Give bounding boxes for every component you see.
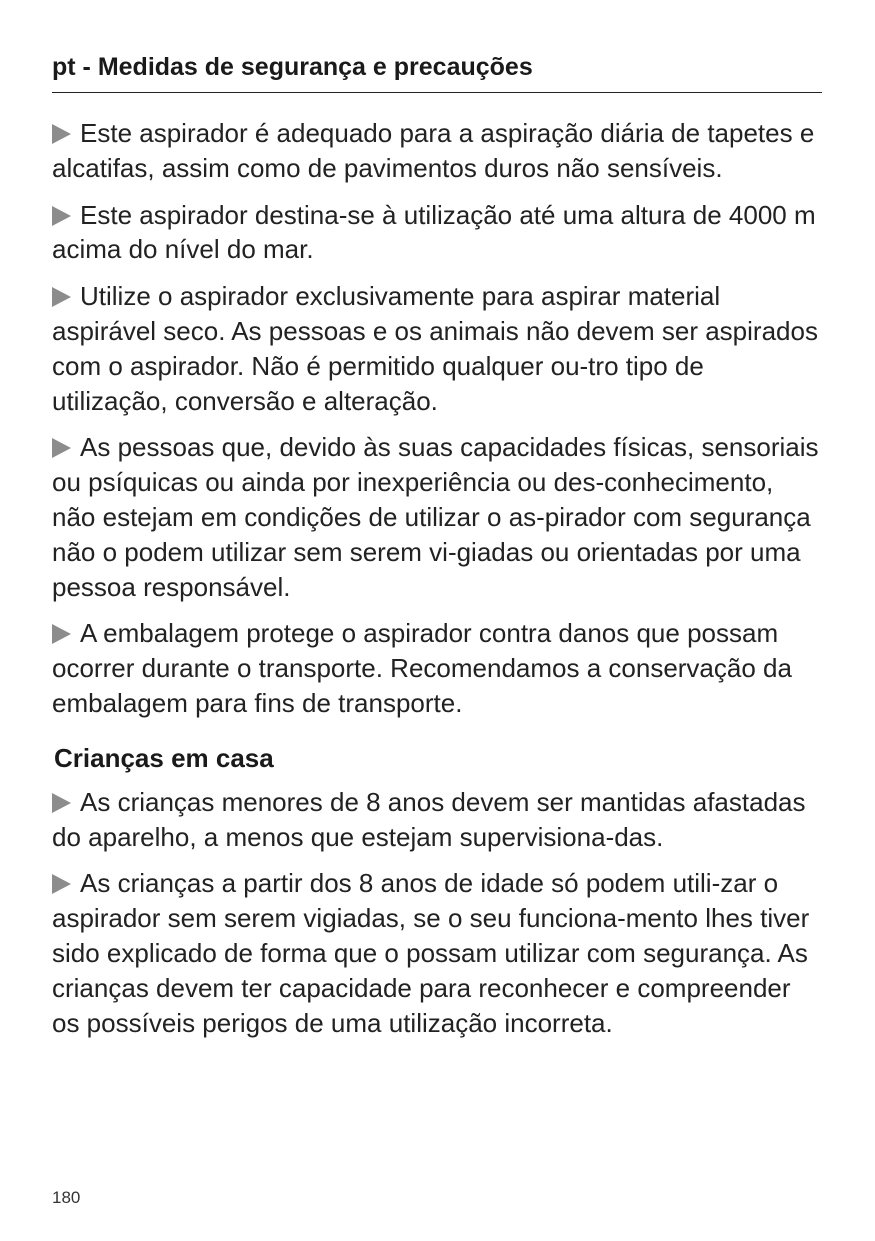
- page-title: pt - Medidas de segurança e precauções: [52, 53, 533, 81]
- safety-paragraph: [52, 279, 822, 418]
- page-header: [52, 52, 822, 93]
- paragraph-text: As crianças menores de 8 anos devem ser mantidas afastadas do aparelho, a menos que estejam supervisiona-das.: [52, 786, 806, 852]
- safety-paragraph: [52, 198, 822, 268]
- document-page: [52, 0, 822, 1241]
- triangle-right-icon: [52, 438, 71, 458]
- triangle-right-icon: [52, 124, 71, 144]
- triangle-right-icon: [52, 206, 71, 226]
- triangle-right-icon: [52, 624, 71, 644]
- safety-paragraph: [52, 866, 822, 1040]
- paragraph-text: Este aspirador destina-se à utilização até uma altura de 4000 m acima do nível do mar.: [52, 199, 816, 265]
- triangle-right-icon: [52, 793, 71, 813]
- paragraph-text: As crianças a partir dos 8 anos de idade só podem utili-zar o aspirador sem serem vigiadas, se o seu funciona-mento lhes tiver sido explicado de forma que o possam utilizar com segurança. As crianças devem ter capacidade para reconhecer e compreender os possíveis perigos de uma utilização incorreta.: [52, 868, 810, 1038]
- triangle-right-icon: [52, 874, 71, 894]
- safety-paragraph: [52, 616, 822, 720]
- triangle-right-icon: [52, 287, 71, 307]
- content: [52, 116, 822, 1052]
- page-number: 180: [52, 1188, 81, 1207]
- section-heading: Crianças em casa: [54, 742, 274, 773]
- safety-paragraph: [52, 116, 822, 186]
- safety-paragraph: [52, 785, 822, 855]
- paragraph-text: As pessoas que, devido às suas capacidades físicas, sensoriais ou psíquicas ou ainda por inexperiência ou des-conhecimento, não estejam em condições de utilizar o as-pirador com segurança não o podem utilizar sem serem vi-giadas ou orientadas por uma pessoa responsável.: [52, 432, 819, 602]
- paragraph-text: Utilize o aspirador exclusivamente para aspirar material aspirável seco. As pessoas e os animais não devem ser aspirados com o aspirador. Não é permitido qualquer ou-tro tipo de utilização, conversão e alteração.: [52, 281, 818, 416]
- paragraph-text: A embalagem protege o aspirador contra danos que possam ocorrer durante o transporte. Recomendamos a conservação da embalagem para fins de transporte.: [52, 618, 792, 718]
- safety-paragraph: [52, 430, 822, 604]
- paragraph-text: Este aspirador é adequado para a aspiração diária de tapetes e alcatifas, assim como de pavimentos duros não sensíveis.: [52, 118, 815, 183]
